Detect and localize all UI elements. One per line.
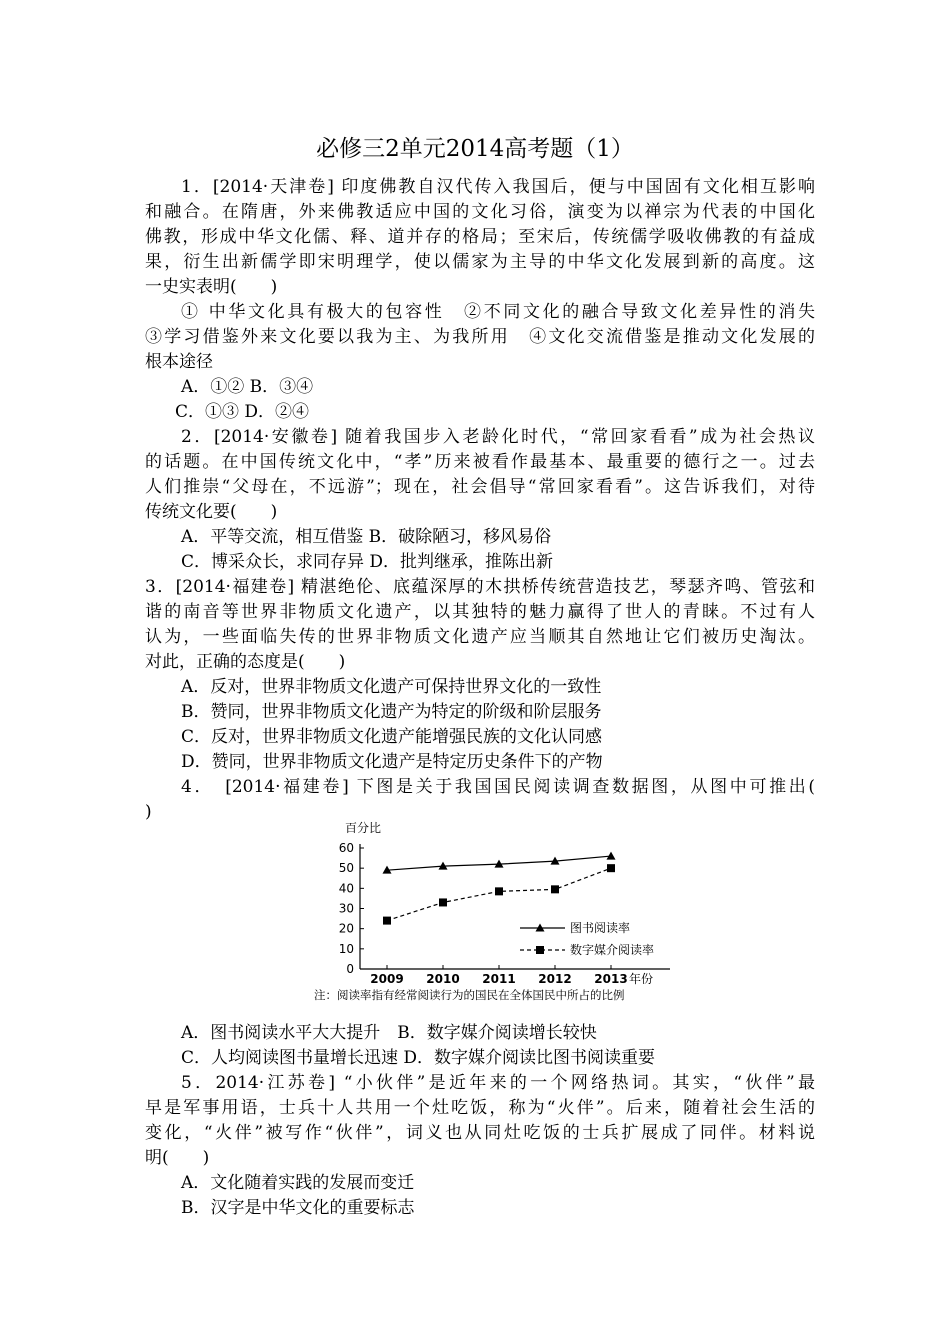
q3-option: A．反对，世界非物质文化遗产可保持世界文化的一致性 xyxy=(181,677,602,697)
y-axis-title: 百分比 xyxy=(345,821,382,835)
reading-survey-chart xyxy=(300,816,700,1006)
q3-line: 对此，正确的态度是( ) xyxy=(145,652,346,672)
square-marker xyxy=(607,864,615,872)
q5-line: 5．2014·江苏卷] “小伙伴”是近年来的一个网络热词。其实，“伙伴”最 xyxy=(181,1073,815,1093)
series-group xyxy=(383,864,615,924)
x-ticks xyxy=(370,965,653,986)
q1-statement: ① 中华文化具有极大的包容性 ②不同文化的融合导致文化差异性的消失 xyxy=(181,302,815,322)
q3-line: 认为，一些面临失传的世界非物质文化遗产应当顺其自然地让它们被历史淘汰。 xyxy=(145,627,815,647)
y-tick-label: 20 xyxy=(338,921,354,936)
square-marker xyxy=(495,887,503,895)
q5-option: A．文化随着实践的发展而变迁 xyxy=(181,1173,415,1193)
q4-option: C．人均阅读图书量增长迅速 D．数字媒介阅读比图书阅读重要 xyxy=(181,1048,656,1068)
q5-option: B．汉字是中华文化的重要标志 xyxy=(181,1198,415,1218)
q2-line: 的话题。在中国传统文化中，“孝”历来被看作最基本、最重要的德行之一。过去 xyxy=(145,452,815,472)
q3-option: D．赞同，世界非物质文化遗产是特定历史条件下的产物 xyxy=(181,752,603,772)
q1-statement: ③学习借鉴外来文化要以我为主、为我所用 ④文化交流借鉴是推动文化发展的 xyxy=(145,327,815,347)
q4-line: ) xyxy=(145,802,152,822)
q3-option: C．反对，世界非物质文化遗产能增强民族的文化认同感 xyxy=(181,727,603,747)
chart-legend xyxy=(520,920,654,957)
q3-line: 3．[2014·福建卷] 精湛绝伦、底蕴深厚的木拱桥传统营造技艺，琴瑟齐鸣、管弦和 xyxy=(145,577,815,597)
q1-line: 一史实表明( ) xyxy=(145,277,278,297)
q1-statement: 根本途径 xyxy=(145,352,213,372)
y-tick-label: 30 xyxy=(338,901,354,916)
q5-line: 变化，“火伴”被写作“伙伴”，词义也从同灶吃饭的士兵扩展成了同伴。材料说 xyxy=(145,1123,815,1143)
page-title: 必修三2单元2014高考题（1） xyxy=(316,136,634,162)
square-marker xyxy=(551,885,559,893)
q1-option: C．①③ D．②④ xyxy=(175,402,310,422)
x-tick-label: 2010 xyxy=(426,972,460,986)
q2-line: 传统文化要( ) xyxy=(145,502,278,522)
y-tick-label: 40 xyxy=(338,881,354,896)
legend-label: 数字媒介阅读率 xyxy=(570,943,655,957)
q2-line: 人们推崇“父母在，不远游”；现在，社会倡导“常回家看看”。这告诉我们，对待 xyxy=(145,477,815,497)
y-tick-label: 10 xyxy=(338,941,354,956)
x-tick-label: 2012 xyxy=(538,972,572,986)
q1-line: 佛教，形成中华文化儒、释、道并存的格局；至宋后，传统儒学吸收佛教的有益成 xyxy=(145,227,815,247)
x-unit-label: 年份 xyxy=(629,972,654,986)
square-marker xyxy=(383,917,391,925)
chart-series xyxy=(383,852,616,925)
q3-option: B．赞同，世界非物质文化遗产为特定的阶级和阶层服务 xyxy=(181,702,602,722)
series-group xyxy=(383,852,616,874)
x-tick-label: 2013 xyxy=(594,972,628,986)
q2-line: 2．[2014·安徽卷] 随着我国步入老龄化时代，“常回家看看”成为社会热议 xyxy=(181,427,815,447)
q3-line: 谐的南音等世界非物质文化遗产，以其独特的魅力赢得了世人的青睐。不过有人 xyxy=(145,602,815,622)
q5-line: 早是军事用语，士兵十人共用一个灶吃饭，称为“火伴”。后来，随着社会生活的 xyxy=(145,1098,815,1118)
q4-line: 4． [2014·福建卷] 下图是关于我国国民阅读调查数据图，从图中可推出( xyxy=(181,777,815,797)
triangle-marker xyxy=(607,852,616,860)
chart-note: 注：阅读率指有经常阅读行为的国民在全体国民中所占的比例 xyxy=(314,988,625,1002)
y-tick-label: 0 xyxy=(346,962,354,976)
q5-line: 明( ) xyxy=(145,1148,210,1168)
q4-option: A．图书阅读水平大大提升 B．数字媒介阅读增长较快 xyxy=(181,1023,597,1043)
x-tick-label: 2011 xyxy=(482,972,516,986)
q2-option: A．平等交流，相互借鉴 B．破除陋习，移风易俗 xyxy=(181,527,552,547)
q2-option: C．博采众长，求同存异 D．批判继承，推陈出新 xyxy=(181,552,554,572)
legend-label: 图书阅读率 xyxy=(570,921,631,935)
q1-line: 和融合。在隋唐，外来佛教适应中国的文化习俗，演变为以禅宗为代表的中国化 xyxy=(145,202,815,222)
x-tick-label: 2009 xyxy=(370,972,404,986)
q1-line: 1．[2014·天津卷] 印度佛教自汉代传入我国后，便与中国固有文化相互影响 xyxy=(181,177,815,197)
y-tick-label: 50 xyxy=(338,861,354,876)
square-marker xyxy=(536,946,544,954)
q1-line: 果，衍生出新儒学即宋明理学，使以儒家为主导的中华文化发展到新的高度。这 xyxy=(145,252,815,272)
y-tick-label: 60 xyxy=(338,841,354,855)
q1-option: A．①② B．③④ xyxy=(181,377,314,397)
square-marker xyxy=(439,898,447,906)
